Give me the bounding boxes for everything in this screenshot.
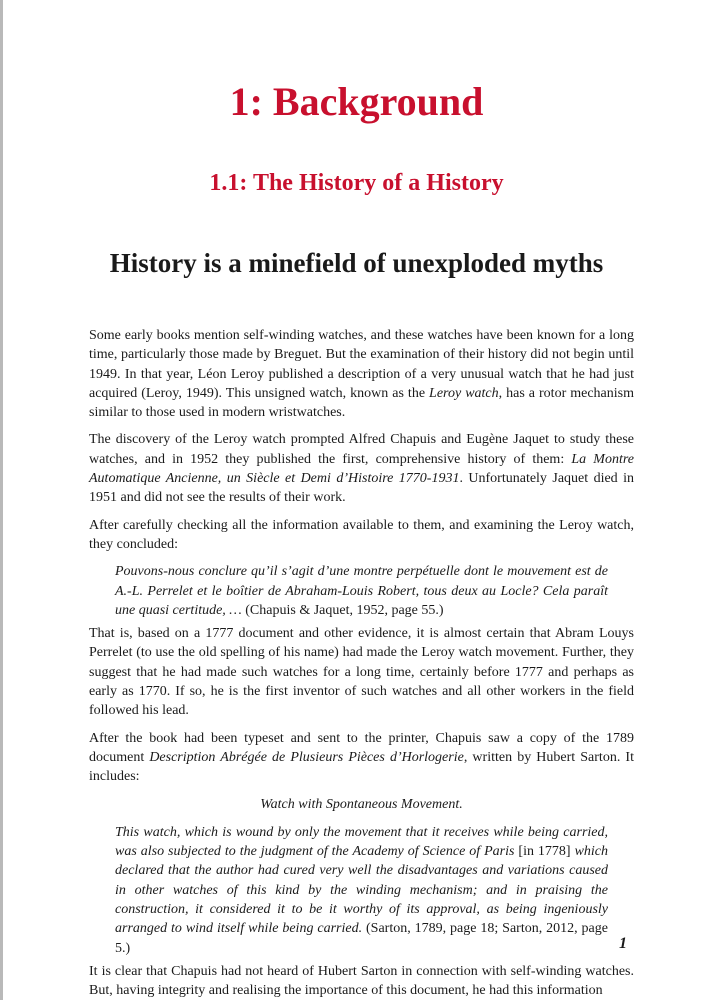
paragraph-5 [89, 729, 634, 787]
paragraph-4 [89, 624, 634, 720]
text-span: That is, based on a 1777 document and other evidence, it is almost certain that Abram Louys Perrelet (to use the old spelling of his name) had made the Leroy watch movement. Further, they suggest that he had made such watches for a long time, certainly before 1777 and perhaps as early as 1770. If so, he is the first inventor of such watches and all other workers in the field followed his lead. [89, 626, 634, 719]
block-quote-1 [89, 562, 634, 620]
citation-span: (Chapuis & Jaquet, 1952, page 55.) [241, 602, 444, 618]
paragraph-2 [89, 430, 634, 507]
text-span: After the book had been typeset and sent to the printer, Chapuis saw a copy of the 1789 document [89, 730, 634, 765]
text-span: . Unfortunately Jaquet died in 1951 and did not see the results of their work. [89, 471, 634, 506]
text-span: [in 1778] [514, 844, 575, 860]
italic-span: Leroy watch [429, 385, 499, 401]
text-span: After carefully checking all the information available to them, and examining the Leroy watch, they concluded: [89, 517, 634, 552]
section-subtitle: History is a minefield of unexploded myths [109, 248, 604, 278]
text-span: Some early books mention self-winding watches, and these watches have been known for a long time, particularly those made by Breguet. But the examination of their history did not begin until 1949. In that year, Léon Leroy published a description of a very unusual watch that he had just acquired (Leroy, 1949). This unsigned watch, known as the [89, 328, 634, 401]
paragraph-1 [89, 326, 634, 422]
paragraph-3 [89, 516, 634, 555]
section-title: 1.1: The History of a History [209, 170, 504, 196]
text-span: , written by Hubert Sarton. It includes: [89, 749, 634, 785]
text-span: It is clear that Chapuis had not heard of Hubert Sarton in connection with self-winding watches. But, having integrity and realising the importance of this document, he had this information [89, 963, 634, 999]
italic-span: which declared that the author had cured very well the disadvantages and variations caused in other watches of this kind by the winding mechanism; and in praising the construction, it considered it to be it worthy of its approval, as being ingeniously arranged to wind itself while being carried. [115, 844, 609, 937]
body-text [89, 326, 634, 1000]
page-number: 1 [619, 935, 627, 952]
chapter-title: 1: Background [229, 79, 484, 124]
italic-span: Description Abrégée de Plusieurs Pièces d’Horlogerie [149, 749, 464, 765]
italic-span: La Montre Automatique Ancienne, un Siècle et Demi d’Histoire 1770-1931 [89, 451, 635, 487]
italic-span: Pouvons-nous conclure qu’il s’agit d’une montre perpétuelle dont le mouvement est de A.-L. Perrelet et le boîtier de Abraham-Louis Robert, tous deux au Locle? Cela paraît une quasi certitude, … [115, 564, 608, 618]
italic-span: This watch, which is wound by only the movement that it receives while being carried, was also subjected to the judgment of the Academy of Science of Paris [115, 824, 608, 860]
text-span: The discovery of the Leroy watch prompted Alfred Chapuis and Eugène Jaquet to study these watches, and in 1952 they published the first, comprehensive history of them: [89, 432, 634, 467]
block-quote-2-heading: Watch with Spontaneous Movement. [260, 796, 463, 812]
block-quote-2 [89, 823, 634, 958]
paragraph-6 [89, 962, 634, 1000]
citation-span: (Sarton, 1789, page 18; Sarton, 2012, page 5.) [115, 921, 608, 956]
text-span: , has a rotor mechanism similar to those used in modern wristwatches. [89, 385, 634, 421]
